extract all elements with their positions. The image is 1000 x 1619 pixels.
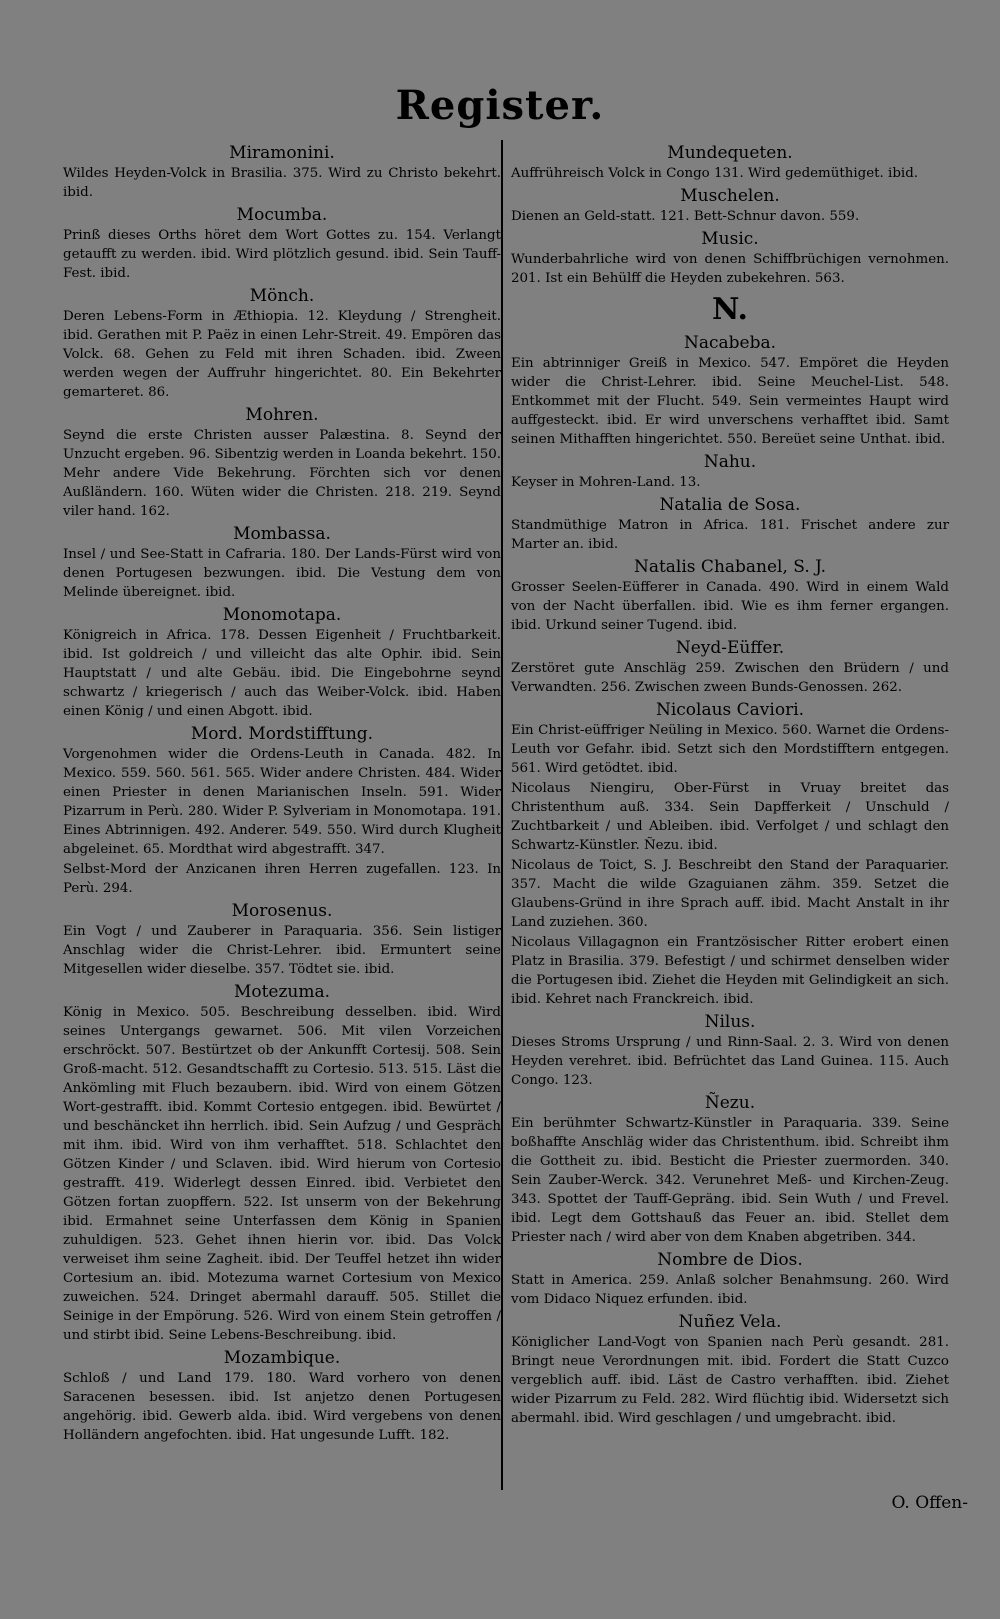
entry-heading: Music. bbox=[701, 229, 759, 249]
entry-text: Königlicher Land-Vogt von Spanien nach Perù gesandt. 281. Bringt neue Verordnungen mit. ibid. Fordert die Statt Cuzco vergeblich auff. ibid. Läst de Castro verhafften. ibid. Ziehet wider Pizarrum zu Feld. 282. Wird flüchtig ibid. Widersetzt sich abermahl. ibid. Wird geschlagen / und umgebracht. ibid. bbox=[511, 1335, 949, 1426]
entry-heading: Nuñez Vela. bbox=[678, 1312, 782, 1332]
catchword: O. Offen- bbox=[891, 1493, 968, 1513]
entry-heading: Nilus. bbox=[704, 1012, 756, 1032]
entry-heading: Mohren. bbox=[245, 405, 319, 425]
entry-text: Ein Christ-eüffriger Neüling in Mexico. 560. Warnet die Ordens-Leuth vor Gefahr. ibid. Setzt sich den Mordstifftern entgegen. 561. Wird getödtet. ibid. bbox=[511, 723, 949, 776]
entry-text: Statt in America. 259. Anlaß solcher Benahmsung. 260. Wird vom Didaco Niquez erfunden. ibid. bbox=[511, 1273, 949, 1307]
entry-text: Insel / und See-Statt in Cafraria. 180. Der Lands-Fürst wird von denen Portugesen bezwungen. ibid. Die Vestung dem von Melinde übereignet. ibid. bbox=[63, 547, 501, 600]
entry-text: Ein Vogt / und Zauberer in Paraquaria. 356. Sein listiger Anschlag wider die Christ-Lehrer. ibid. Ermuntert seine Mitgesellen wider dieselbe. 357. Tödtet sie. ibid. bbox=[63, 924, 501, 977]
entry-text: Dienen an Geld-statt. 121. Bett-Schnur davon. 559. bbox=[511, 209, 860, 224]
entry-text: Zerstöret gute Anschläg 259. Zwischen den Brüdern / und Verwandten. 256. Zwischen zween Bunds-Genossen. 262. bbox=[511, 661, 949, 695]
entry-heading: Natalia de Sosa. bbox=[659, 495, 801, 515]
entry-heading: Muschelen. bbox=[680, 186, 780, 206]
entry-heading: Natalis Chabanel, S. J. bbox=[633, 557, 827, 577]
entry-text: König in Mexico. 505. Beschreibung desselben. ibid. Wird seines Untergangs gewarnet. 506. Mit vilen Vorzeichen erschröckt. 507. Bestürtzet ob der Ankunfft Cortesij. 508. Sein Groß-macht. 512. Gesandtschafft zu Cortesio. 513. 515. Läst die Ankömling mit Fluch bezaubern. ibid. Wird von einem Götzen Wort-gestrafft. ibid. Kommt Cortesio entgegen. ibid. Bewürtet / und beschäncket ihn herrlich. ibid. Sein Aufzug / und Gespräch mit ihm. ibid. Wird von ihm verhafftet. 518. Schlachtet den Götzen Kinder / und Sclaven. ibid. Wird hierum von Cortesio gestrafft. 419. Widerlegt dessen Einred. ibid. Verbietet den Götzen fortan zuopffern. 522. Ist unserm von der Bekehrung ibid. Ermahnet seine Unterfassen dem König in Spanien zuhuldigen. 523. Gehet ihnen hierin vor. ibid. Das Volck verweiset ihm seine Zagheit. ibid. Der Teuffel hetzet ihn wider Cortesium an. ibid. Motezuma warnet Cortesium von Mexico zuweichen. 524. Dringet abermahl darauff. 505. Stillet die Seinige in der Empörung. 526. Wird von einem Stein getroffen / und stirbt ibid. Seine Lebens-Beschreibung. ibid. bbox=[63, 1005, 501, 1343]
right-column bbox=[511, 140, 949, 1429]
entry-text: Königreich in Africa. 178. Dessen Eigenheit / Fruchtbarkeit. ibid. Ist goldreich / und villeicht das alte Ophir. ibid. Sein Hauptstatt / und alte Gebäu. ibid. Die Eingebohrne seynd schwartz / kriegerisch / auch das Weiber-Volck. ibid. Haben einen König / und einen Abgott. ibid. bbox=[63, 628, 501, 719]
entry-heading: Mozambique. bbox=[223, 1348, 341, 1368]
entry-text: Ein abtrinniger Greiß in Mexico. 547. Empöret die Heyden wider die Christ-Lehrer. ibid. Seine Meuchel-List. 548. Entkommet mit der Flucht. 549. Sein vermeintes Haupt wird auffgesteckt. ibid. Er wird unverschens verhafftet ibid. Samt seinen Mithafften hingerichtet. 550. Bereüet seine Unthat. ibid. bbox=[511, 356, 949, 447]
entry-text: Wunderbahrliche wird von denen Schiffbrüchigen vernohmen. 201. Ist ein Behülff die Heyden zubekehren. 563. bbox=[511, 252, 949, 286]
entry-heading: Mombassa. bbox=[233, 524, 331, 544]
entry-heading: Mönch. bbox=[249, 286, 315, 306]
entry-text: Seynd die erste Christen ausser Palæstina. 8. Seynd der Unzucht ergeben. 96. Sibentzig werden in Loanda bekehrt. 150. Mehr andere Vide Bekehrung. Förchten sich vor denen Außländern. 160. Wüten wider die Christen. 218. 219. Seynd viler hand. 162. bbox=[63, 428, 501, 519]
entry-heading: Mord. Mordstifftung. bbox=[190, 724, 374, 744]
entry-text: Standmüthige Matron in Africa. 181. Frischet andere zur Marter an. ibid. bbox=[511, 518, 949, 552]
entry-heading: Miramonini. bbox=[229, 143, 335, 163]
section-letter: N. bbox=[712, 292, 748, 327]
entry-heading: Monomotapa. bbox=[222, 605, 342, 625]
entry-text: Ein berühmter Schwartz-Künstler in Paraquaria. 339. Seine boßhaffte Anschläg wider das Christenthum. ibid. Schreibt ihm die Gottheit zu. ibid. Besticht die Priester zuermorden. 340. Sein Zauber-Werck. 342. Verunehret Meß- und Kirchen-Zeug. 343. Spottet der Tauff-Gepräng. ibid. Sein Wuth / und Frevel. ibid. Legt dem Gottshauß das Feuer an. ibid. Stellet dem Priester nach / wird aber von dem Knaben abgetriben. 344. bbox=[511, 1116, 949, 1245]
entry-heading: Nacabeba. bbox=[683, 333, 777, 353]
entry-heading: Ñezu. bbox=[704, 1093, 756, 1113]
entry-text: Nicolaus Villagagnon ein Frantzösischer Ritter erobert einen Platz in Brasilia. 379. Befestigt / und schirmet denselben wider die Portugesen ibid. Ziehet die Heyden mit Gelindigkeit an sich. ibid. Kehret nach Franckreich. ibid. bbox=[511, 935, 949, 1007]
entry-heading: Neyd-Eüffer. bbox=[675, 638, 785, 658]
page-title: Register. bbox=[395, 82, 605, 129]
entry-text: Dieses Stroms Ursprung / und Rinn-Saal. 2. 3. Wird von denen Heyden verehret. ibid. Befrüchtet das Land Guinea. 115. Auch Congo. 123. bbox=[511, 1035, 949, 1088]
left-column bbox=[63, 140, 501, 1446]
entry-heading: Motezuma. bbox=[233, 982, 331, 1002]
entry-heading: Mocumba. bbox=[236, 205, 328, 225]
entry-heading: Nicolaus Caviori. bbox=[655, 700, 805, 720]
entry-text: Nicolaus Niengiru, Ober-Fürst in Vruay breitet das Christenthum auß. 334. Sein Dapfferkeit / Unschuld / Zuchtbarkeit / und Ableiben. ibid. Verfolget / und schlagt den Schwartz-Künstler. Ñezu. ibid. bbox=[511, 781, 949, 853]
entry-text: Deren Lebens-Form in Æthiopia. 12. Kleydung / Strengheit. ibid. Gerathen mit P. Paëz in einen Lehr-Streit. 49. Empören das Volck. 68. Gehen zu Feld mit ihren Schaden. ibid. Zween werden wegen der Auffruhr hingerichtet. 80. Ein Bekehrter gemarteret. 86. bbox=[63, 309, 501, 400]
column-divider bbox=[501, 140, 503, 1490]
entry-heading: Nombre de Dios. bbox=[657, 1250, 803, 1270]
entry-text: Wildes Heyden-Volck in Brasilia. 375. Wird zu Christo bekehrt. ibid. bbox=[63, 166, 501, 200]
entry-heading: Morosenus. bbox=[231, 901, 333, 921]
entry-heading: Nahu. bbox=[703, 452, 757, 472]
entry-text: Prinß dieses Orths höret dem Wort Gottes zu. 154. Verlangt getaufft zu werden. ibid. Wird plötzlich gesund. ibid. Sein Tauff-Fest. ibid. bbox=[63, 228, 501, 281]
entry-text: Schloß / und Land 179. 180. Ward vorhero von denen Saracenen besessen. ibid. Ist anjetzo denen Portugesen angehörig. ibid. Gewerb alda. ibid. Wird vergebens von denen Holländern angefochten. ibid. Hat ungesunde Lufft. 182. bbox=[63, 1371, 501, 1443]
entry-heading: Mundequeten. bbox=[667, 143, 793, 163]
entry-text: Selbst-Mord der Anzicanen ihren Herren zugefallen. 123. In Perù. 294. bbox=[63, 862, 501, 896]
entry-text: Vorgenohmen wider die Ordens-Leuth in Canada. 482. In Mexico. 559. 560. 561. 565. Wider andere Christen. 484. Wider einen Priester in denen Marianischen Inseln. 591. Wider Pizarrum in Perù. 280. Wider P. Sylveriam in Monomotapa. 191. Eines Abtrinnigen. 492. Anderer. 549. 550. Wird durch Klugheit abgeleinet. 65. Mordthat wird abgestrafft. 347. bbox=[63, 747, 501, 857]
entry-text: Keyser in Mohren-Land. 13. bbox=[511, 475, 701, 490]
entry-text: Grosser Seelen-Eüfferer in Canada. 490. Wird in einem Wald von der Nacht überfallen. ibid. Wie es ihm ferner ergangen. ibid. Urkund seiner Tugend. ibid. bbox=[511, 580, 949, 633]
entry-text: Nicolaus de Toict, S. J. Beschreibt den Stand der Paraquarier. 357. Macht die wilde Gzaguianen zähm. 359. Setzet die Glaubens-Gründ in ihre Sprach auff. ibid. Macht Anstalt in ihr Land zuziehen. 360. bbox=[511, 858, 949, 930]
entry-text: Auffrühreisch Volck in Congo 131. Wird gedemüthiget. ibid. bbox=[511, 166, 919, 181]
